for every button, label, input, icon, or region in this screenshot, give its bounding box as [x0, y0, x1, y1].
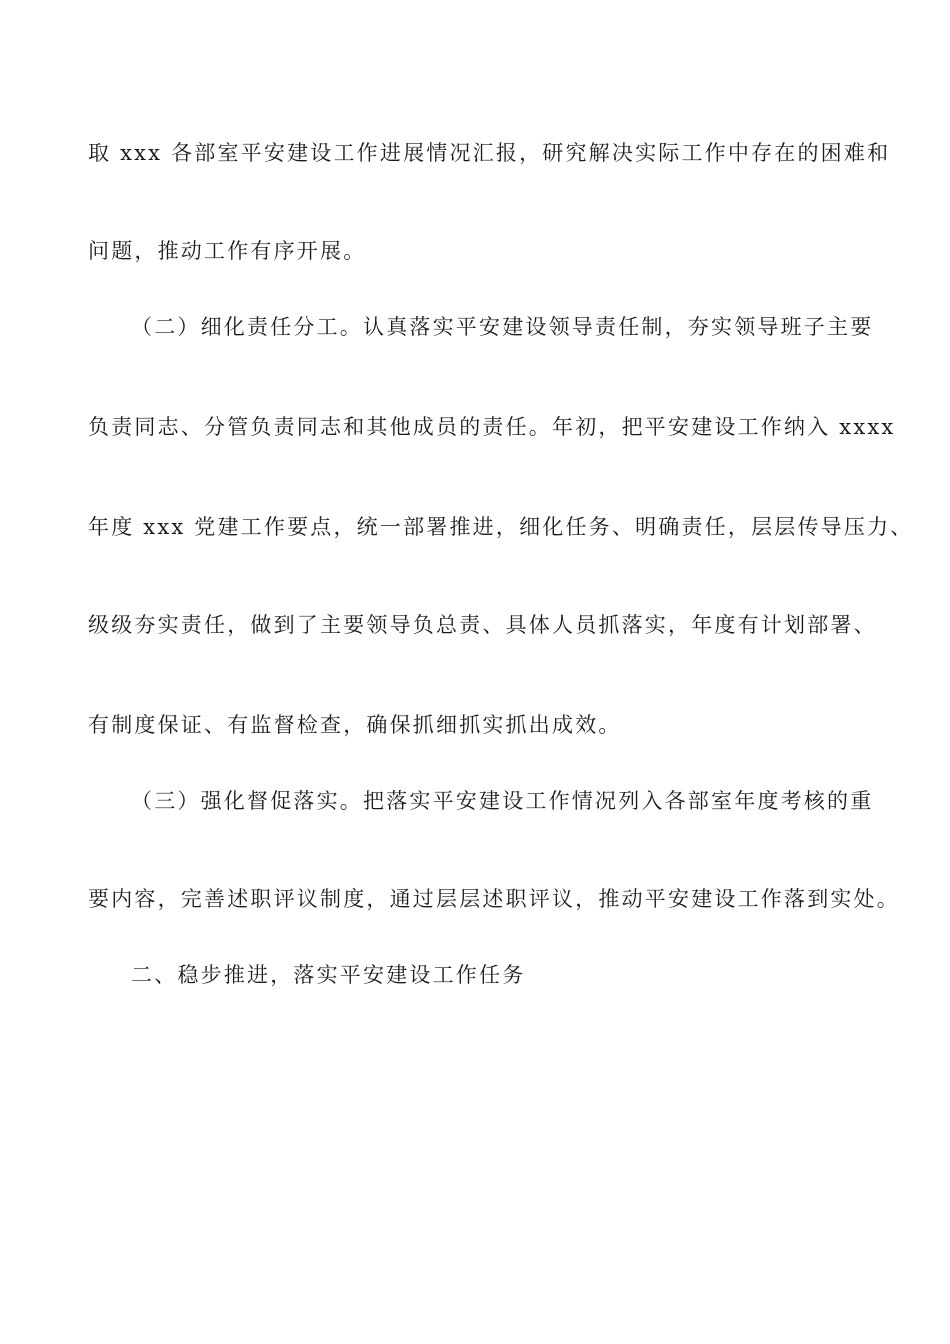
paragraph-line: 要内容，完善述职评议制度，通过层层述职评议，推动平安建设工作落到实处。 — [88, 887, 900, 911]
paragraph-line: （二）细化责任分工。认真落实平安建设领导责任制，夯实领导班子主要 — [131, 315, 874, 339]
paragraph-line: 取 xxx 各部室平安建设工作进展情况汇报，研究解决实际工作中存在的困难和 — [88, 141, 891, 165]
paragraph-line: 问题，推动工作有序开展。 — [88, 239, 367, 263]
paragraph-line: （三）强化督促落实。把落实平安建设工作情况列入各部室年度考核的重 — [131, 789, 874, 813]
section-heading: 二、稳步推进，落实平安建设工作任务 — [131, 963, 526, 987]
paragraph-line: 负责同志、分管负责同志和其他成员的责任。年初，把平安建设工作纳入 xxxx — [88, 415, 896, 439]
paragraph-line: 级级夯实责任，做到了主要领导负总责、具体人员抓落实，年度有计划部署、 — [88, 613, 877, 637]
paragraph-line: 有制度保证、有监督检查，确保抓细抓实抓出成效。 — [88, 713, 622, 737]
paragraph-line: 年度 xxx 党建工作要点，统一部署推进，细化任务、明确责任，层层传导压力、 — [88, 515, 914, 539]
